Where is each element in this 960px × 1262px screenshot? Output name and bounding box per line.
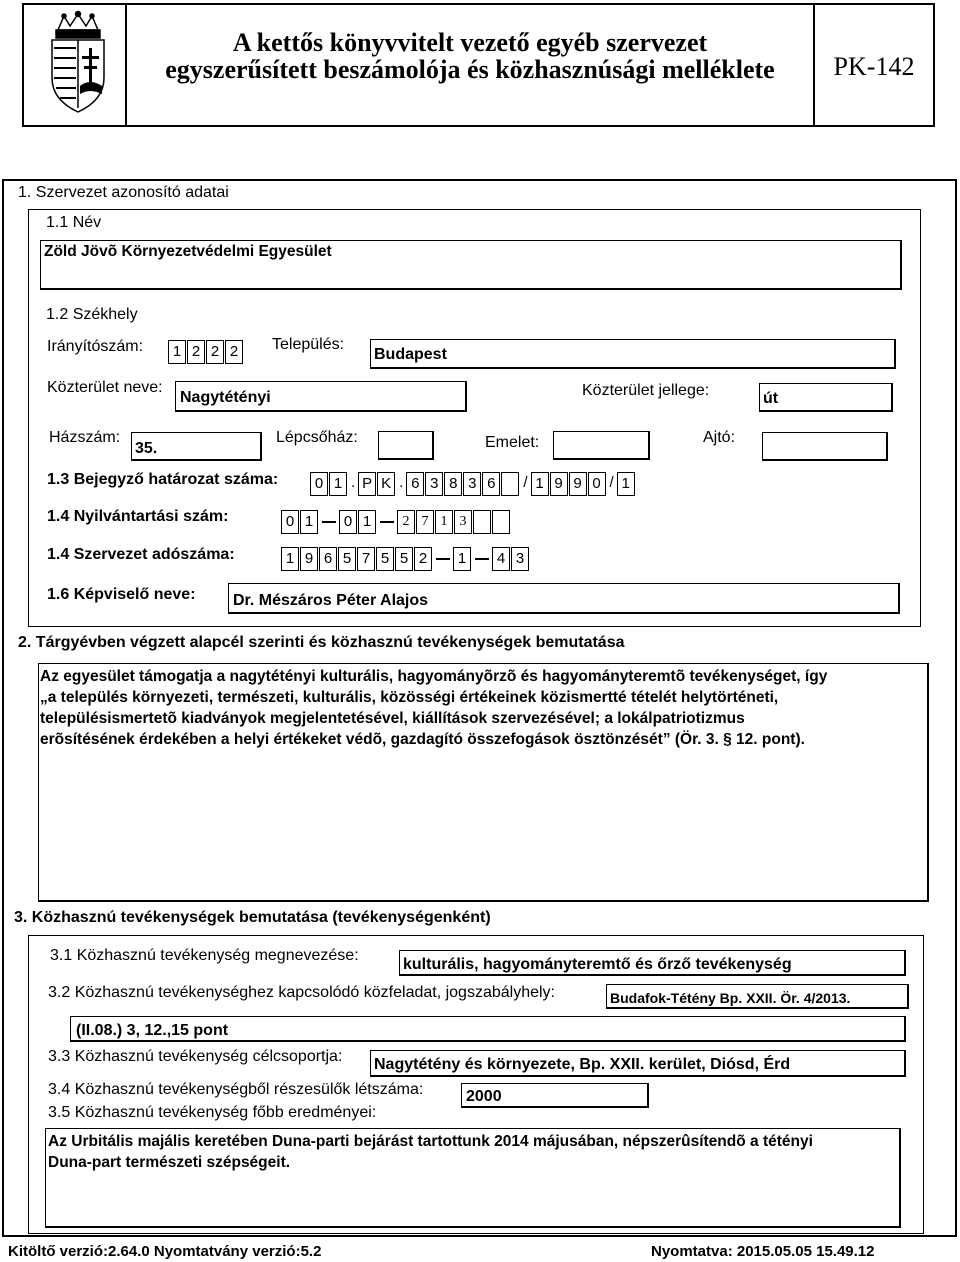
section2-text (40, 666, 827, 750)
representative-value: Dr. Mészáros Péter Alajos (233, 592, 429, 609)
footer-version: Kitöltő verzió:2.64.0 Nyomtatvány verzió:5.2 (8, 1243, 322, 1260)
form-code: PK-142 (833, 52, 915, 81)
separator: . (351, 474, 356, 491)
digit-box[interactable]: 8 (444, 472, 462, 496)
digit-box[interactable]: 5 (338, 547, 356, 571)
results-label: 3.5 Közhasznú tevékenység főbb eredményei: (48, 1104, 377, 1121)
form-title-line1: A kettős könyvvitelt vezető egyéb szervezet (232, 28, 708, 57)
digit-box[interactable]: 1 (329, 472, 347, 496)
target-group-value: Nagytétény és környezete, Bp. XXII. kerület, Diósd, Érd (374, 1056, 791, 1073)
digit-box[interactable]: 5 (395, 547, 413, 571)
street-label: Közterület neve: (47, 379, 163, 396)
city-value: Budapest (374, 346, 447, 363)
digit-box[interactable] (473, 510, 491, 534)
street-type-label: Közterület jellege: (582, 382, 710, 399)
digit-box[interactable]: 3 (454, 510, 472, 534)
door-field[interactable] (762, 432, 888, 461)
digit-box[interactable]: 1 (453, 547, 471, 571)
results-text-line: Duna-part természeti szépségeit. (48, 1154, 291, 1171)
digit-box[interactable]: 3 (425, 472, 443, 496)
digit-box[interactable]: 2 (187, 340, 205, 364)
digit-box[interactable]: 9 (300, 547, 318, 571)
name-value: Zöld Jövõ Környezetvédelmi Egyesület (44, 243, 332, 260)
separator: / (523, 474, 528, 491)
house-number-value: 35. (135, 440, 158, 457)
digit-box[interactable]: 2 (206, 340, 224, 364)
street-type-field[interactable] (759, 383, 893, 412)
digit-box[interactable]: 2 (397, 510, 415, 534)
door-label: Ajtó: (703, 429, 736, 446)
digit-box[interactable]: 6 (319, 547, 337, 571)
activity-label: 3.1 Közhasznú tevékenység megnevezése: (50, 947, 359, 964)
digit-box[interactable]: 1 (281, 547, 299, 571)
seat-label: 1.2 Székhely (46, 306, 138, 323)
digit-box[interactable] (492, 510, 510, 534)
digit-box[interactable] (501, 472, 519, 496)
registry-number-boxes[interactable] (281, 510, 511, 534)
digit-box[interactable]: 1 (168, 340, 186, 364)
public-duty-label: 3.2 Közhasznú tevékenységhez kapcsolódó közfeladat, jogszabályhely: (48, 984, 555, 1001)
city-field[interactable] (370, 339, 896, 369)
digit-box[interactable]: 3 (511, 547, 529, 571)
digit-box[interactable]: 0 (281, 510, 299, 534)
digit-box[interactable]: 1 (358, 510, 376, 534)
digit-box[interactable]: 1 (300, 510, 318, 534)
activity-value: kulturális, hagyományteremtő és őrző tevékenység (403, 956, 792, 973)
section2-text-line: településismertetõ kiadványok megjelentetésével, kiállítások szervezésével; a lokálpatriotizmus (40, 710, 745, 727)
house-number-label: Házszám: (49, 429, 121, 446)
form-title-line2: egyszerűsített beszámolója és közhasznúsági melléklete (165, 55, 775, 84)
staircase-field[interactable] (378, 431, 434, 460)
digit-box[interactable]: 3 (463, 472, 481, 496)
floor-field[interactable] (553, 431, 650, 460)
separator: / (609, 474, 614, 491)
digit-box[interactable]: 6 (406, 472, 424, 496)
dash-separator (380, 521, 394, 523)
digit-box[interactable]: K (377, 472, 395, 496)
digit-box[interactable]: 4 (492, 547, 510, 571)
results-text-line: Az Urbitális majális keretében Duna-parti bejárást tartottunk 2014 májusában, népszerûsítendõ a tétényi (48, 1133, 813, 1150)
name-label: 1.1 Név (46, 214, 102, 231)
staircase-label: Lépcsőház: (276, 429, 358, 446)
tax-number-label: 1.4 Szervezet adószáma: (47, 546, 235, 563)
hungarian-coat-of-arms-icon (44, 8, 112, 118)
dash-separator (322, 521, 336, 523)
section2-heading: 2. Tárgyévben végzett alapcél szerinti és közhasznú tevékenységek bemutatása (18, 634, 625, 651)
dash-separator (475, 558, 489, 560)
public-duty-value: Budafok-Tétény Bp. XXII. Ör. 4/2013. (610, 990, 851, 1006)
digit-box[interactable]: P (358, 472, 376, 496)
digit-box[interactable]: 0 (310, 472, 328, 496)
city-label: Település: (272, 336, 345, 353)
results-text (48, 1131, 813, 1173)
digit-box[interactable]: 5 (376, 547, 394, 571)
beneficiary-count-label: 3.4 Közhasznú tevékenységből részesülők létszáma: (48, 1081, 424, 1098)
section2-text-line: Az egyesület támogatja a nagytétényi kulturális, hagyományõrzõ és hagyományteremtõ tevékenységet, így (40, 668, 828, 685)
zip-label: Irányítószám: (47, 338, 144, 355)
public-duty-value-cont: (II.08.) 3, 12.,15 pont (76, 1022, 229, 1039)
street-value: Nagytétényi (180, 389, 271, 406)
digit-box[interactable]: 1 (435, 510, 453, 534)
digit-box[interactable]: 1 (617, 472, 635, 496)
resolution-label: 1.3 Bejegyző határozat száma: (47, 471, 279, 488)
zip-digit-boxes[interactable] (168, 340, 244, 364)
representative-label: 1.6 Képviselő neve: (47, 586, 196, 603)
digit-box[interactable]: 9 (569, 472, 587, 496)
section3-heading: 3. Közhasznú tevékenységek bemutatása (tevékenységenként) (14, 909, 491, 926)
digit-box[interactable]: 2 (414, 547, 432, 571)
footer-print-date: Nyomtatva: 2015.05.05 15.49.12 (651, 1243, 875, 1260)
section1-heading: 1. Szervezet azonosító adatai (18, 184, 229, 201)
section2-text-line: erõsítésének érdekében a helyi értékeket védõ, gazdagító összefogások ösztönzését” (Ör. 3. § 12. pont). (40, 731, 805, 748)
digit-box[interactable]: 7 (416, 510, 434, 534)
tax-number-boxes[interactable] (281, 547, 530, 571)
beneficiary-count-value: 2000 (466, 1088, 502, 1105)
dash-separator (436, 558, 450, 560)
digit-box[interactable]: 1 (531, 472, 549, 496)
section2-text-line: „a település környezeti, természeti, kulturális, közösségi értékeinek közismertté tételét helytörténeti, (40, 689, 779, 706)
digit-box[interactable]: 7 (357, 547, 375, 571)
digit-box[interactable]: 0 (339, 510, 357, 534)
digit-box[interactable]: 2 (225, 340, 243, 364)
resolution-number-boxes[interactable] (310, 472, 636, 496)
digit-box[interactable]: 9 (550, 472, 568, 496)
digit-box[interactable]: 0 (588, 472, 606, 496)
separator: . (399, 474, 404, 491)
street-type-value: út (763, 390, 779, 407)
digit-box[interactable]: 6 (482, 472, 500, 496)
registry-label: 1.4 Nyilvántartási szám: (47, 508, 229, 525)
floor-label: Emelet: (485, 434, 540, 451)
target-group-label: 3.3 Közhasznú tevékenység célcsoportja: (48, 1048, 343, 1065)
